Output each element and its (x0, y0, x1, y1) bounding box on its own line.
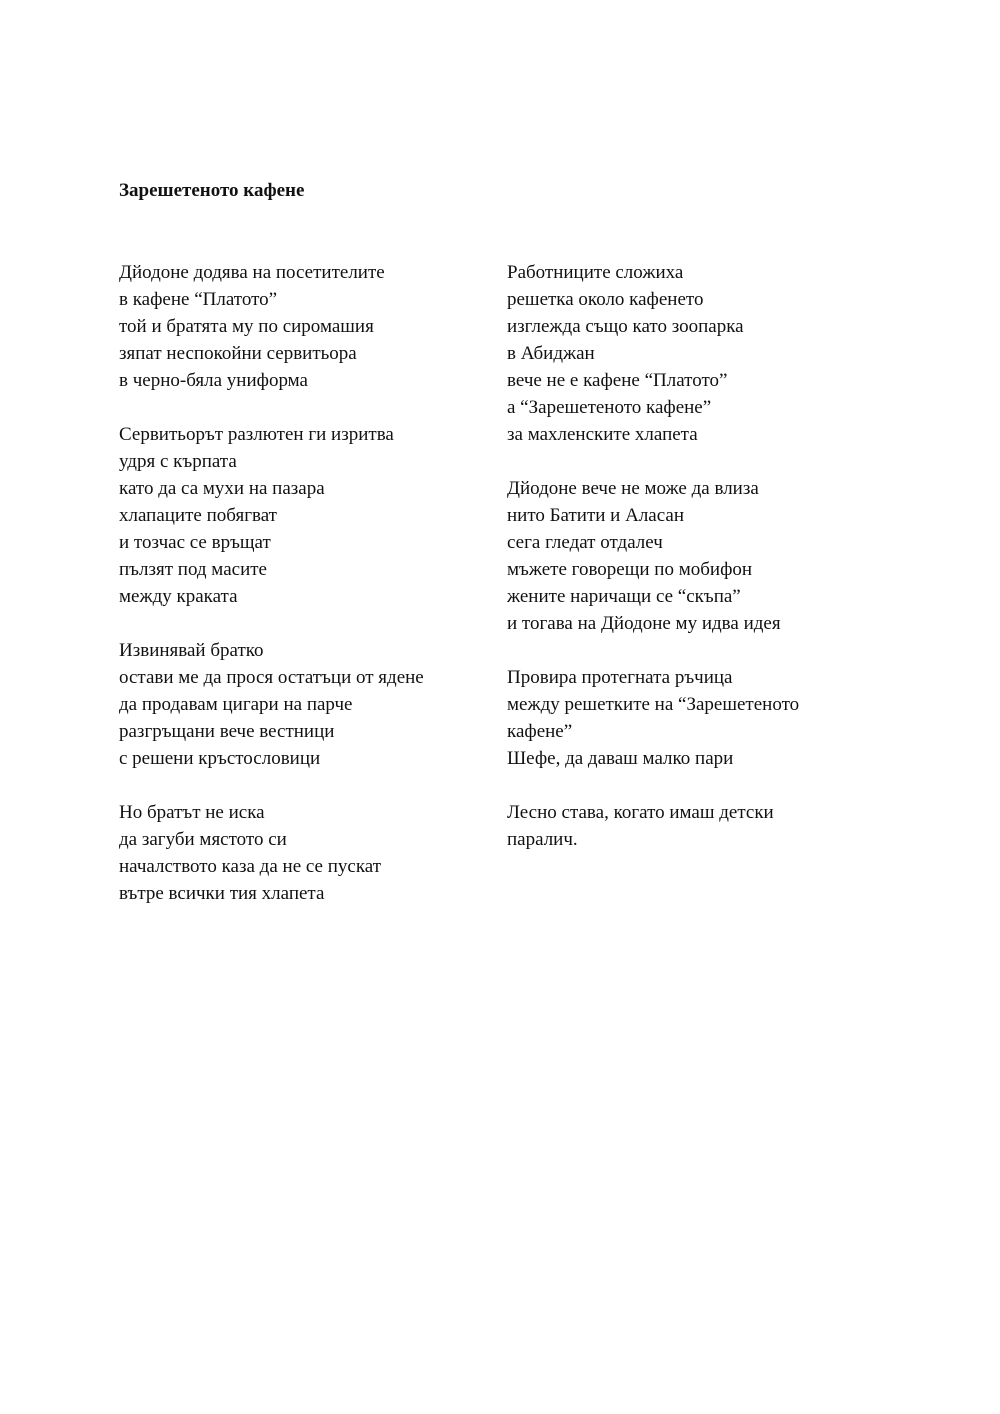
poem-line: между решетките на “Зарешетеното (507, 694, 800, 715)
poem-line: удря с кърпата (119, 451, 237, 472)
poem-line: Шефе, да даваш малко пари (507, 748, 734, 769)
poem-line: Провира протегната ръчица (507, 667, 733, 688)
stanza (119, 799, 519, 907)
stanza (119, 421, 519, 610)
poem-title: Зарешетеното кафене (119, 180, 305, 201)
poem-line: кафене” (507, 721, 573, 742)
poem-line: а “Зарешетеното кафене” (507, 397, 712, 418)
poem-line: в черно-бяла униформа (119, 370, 308, 391)
stanza (507, 799, 907, 853)
poem-line: с решени кръстословици (119, 748, 321, 769)
poem-line: между краката (119, 586, 238, 607)
poem-line: в Абиджан (507, 343, 595, 364)
poem-line: Дйодоне вече не може да влиза (507, 478, 759, 499)
stanza (507, 475, 907, 637)
poem-line: Лесно става, когато имаш детски (507, 802, 774, 823)
poem-line: в кафене “Платото” (119, 289, 278, 310)
poem-line: пълзят под масите (119, 559, 267, 580)
poem-line: разгръщани вече вестници (119, 721, 335, 742)
poem-line: Работниците сложиха (507, 262, 684, 283)
poem-line: вътре всички тия хлапета (119, 883, 325, 904)
stanza (507, 664, 907, 772)
poem-line: вече не е кафене “Платото” (507, 370, 728, 391)
poem-line: да продавам цигари на парче (119, 694, 353, 715)
stanza (507, 259, 907, 448)
poem-line: Но братът не иска (119, 802, 265, 823)
poem-line: хлапаците побягват (119, 505, 277, 526)
poem-line: като да са мухи на пазара (119, 478, 325, 499)
poem-line: Дйодоне додява на посетителите (119, 262, 385, 283)
poem-line: остави ме да прося остатъци от ядене (119, 667, 424, 688)
poem-line: той и братята му по сиромашия (119, 316, 374, 337)
poem-line: изглежда също като зоопарка (507, 316, 744, 337)
poem-column-left (119, 259, 519, 934)
poem-line: Сервитьорът разлютен ги изритва (119, 424, 394, 445)
poem-line: жените наричащи се “скъпа” (507, 586, 741, 607)
poem-line: да загуби мястото си (119, 829, 287, 850)
poem-line: Извинявай братко (119, 640, 264, 661)
poem-line: началството каза да не се пускат (119, 856, 382, 877)
poem-line: решетка около кафенето (507, 289, 704, 310)
poem-line: зяпат неспокойни сервитьора (119, 343, 357, 364)
poem-line: за махленските хлапета (507, 424, 698, 445)
poem-line: и тозчас се връщат (119, 532, 271, 553)
poem-column-right (507, 259, 907, 880)
stanza (119, 637, 519, 772)
stanza (119, 259, 519, 394)
poem-line: сега гледат отдалеч (507, 532, 663, 553)
poem-line: и тогава на Дйодоне му идва идея (507, 613, 781, 634)
poem-line: мъжете говорещи по мобифон (507, 559, 753, 580)
poem-line: нито Батити и Аласан (507, 505, 685, 526)
poem-line: паралич. (507, 829, 578, 850)
